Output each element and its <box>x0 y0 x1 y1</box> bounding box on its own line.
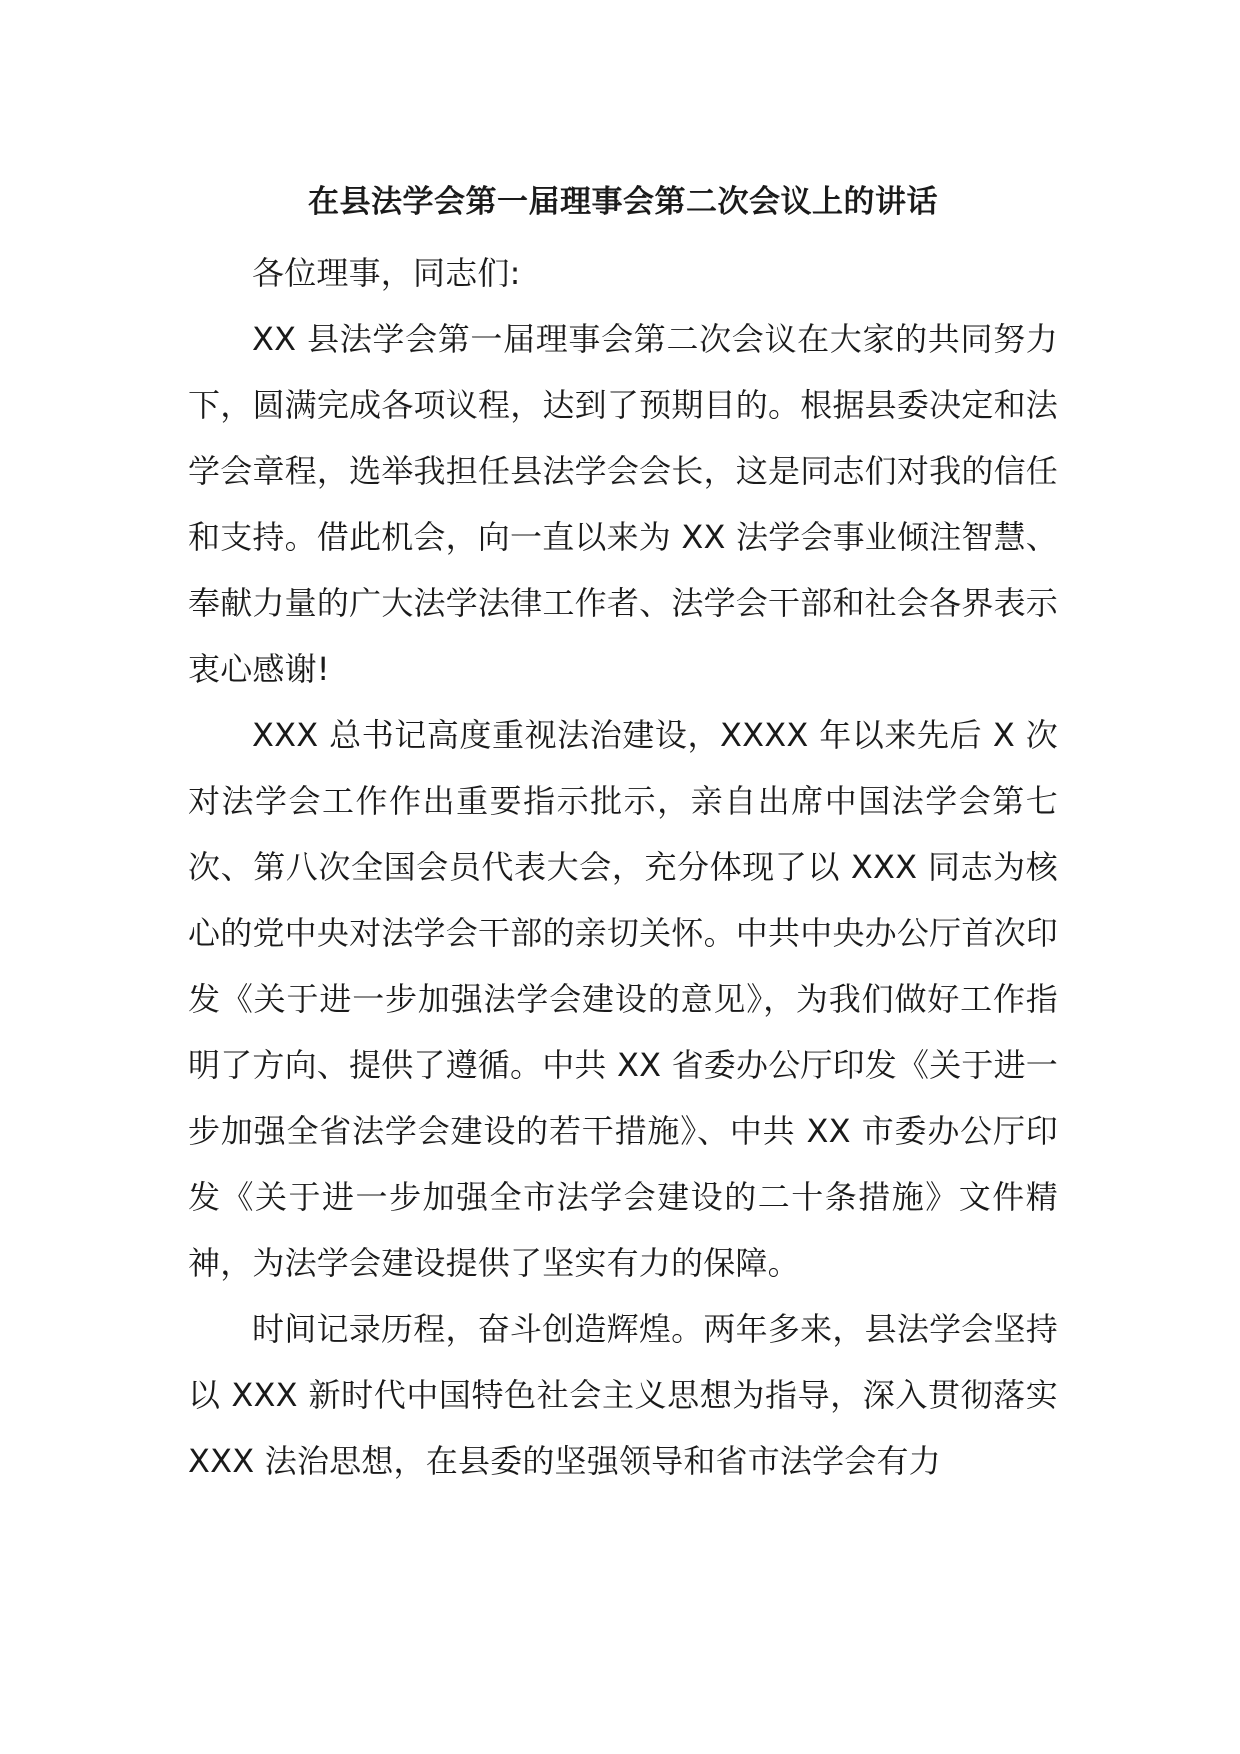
document-body <box>188 178 1058 1494</box>
greeting: 各位理事，同志们: <box>252 254 521 292</box>
paragraph-2: XXX 总书记高度重视法治建设，XXXX 年以来先后 X 次对法学会工作作出重要指示批示，亲自出席中国法学会第七次、第八次全国会员代表大会，充分体现了以 XXX 同志为核心的党中央对法学会干部的亲切关怀。中共中央办公厅首次印发《关于进一步加强法学会建设的意见》，为我们做好工作指明了方向、提供了遵循。中共 XX 省委办公厅印发《关于进一步加强全省法学会建设的若干措施》、中共 XX 市委办公厅印发《关于进一步加强全市法学会建设的二十条措施》文件精神，为法学会建设提供了坚实有力的保障。 <box>188 716 1058 1282</box>
document-title: 在县法学会第一届理事会第二次会议上的讲话 <box>308 184 938 220</box>
paragraph-3: 时间记录历程，奋斗创造辉煌。两年多来，县法学会坚持以 XXX 新时代中国特色社会主义思想为指导，深入贯彻落实 XXX 法治思想，在县委的坚强领导和省市法学会有力 <box>188 1310 1058 1480</box>
paragraph-1: XX 县法学会第一届理事会第二次会议在大家的共同努力下，圆满完成各项议程，达到了预期目的。根据县委决定和法学会章程，选举我担任县法学会会长，这是同志们对我的信任和支持。借此机会，向一直以来为 XX 法学会事业倾注智慧、奉献力量的广大法学法律工作者、法学会干部和社会各界表示衷心感谢! <box>188 320 1058 688</box>
